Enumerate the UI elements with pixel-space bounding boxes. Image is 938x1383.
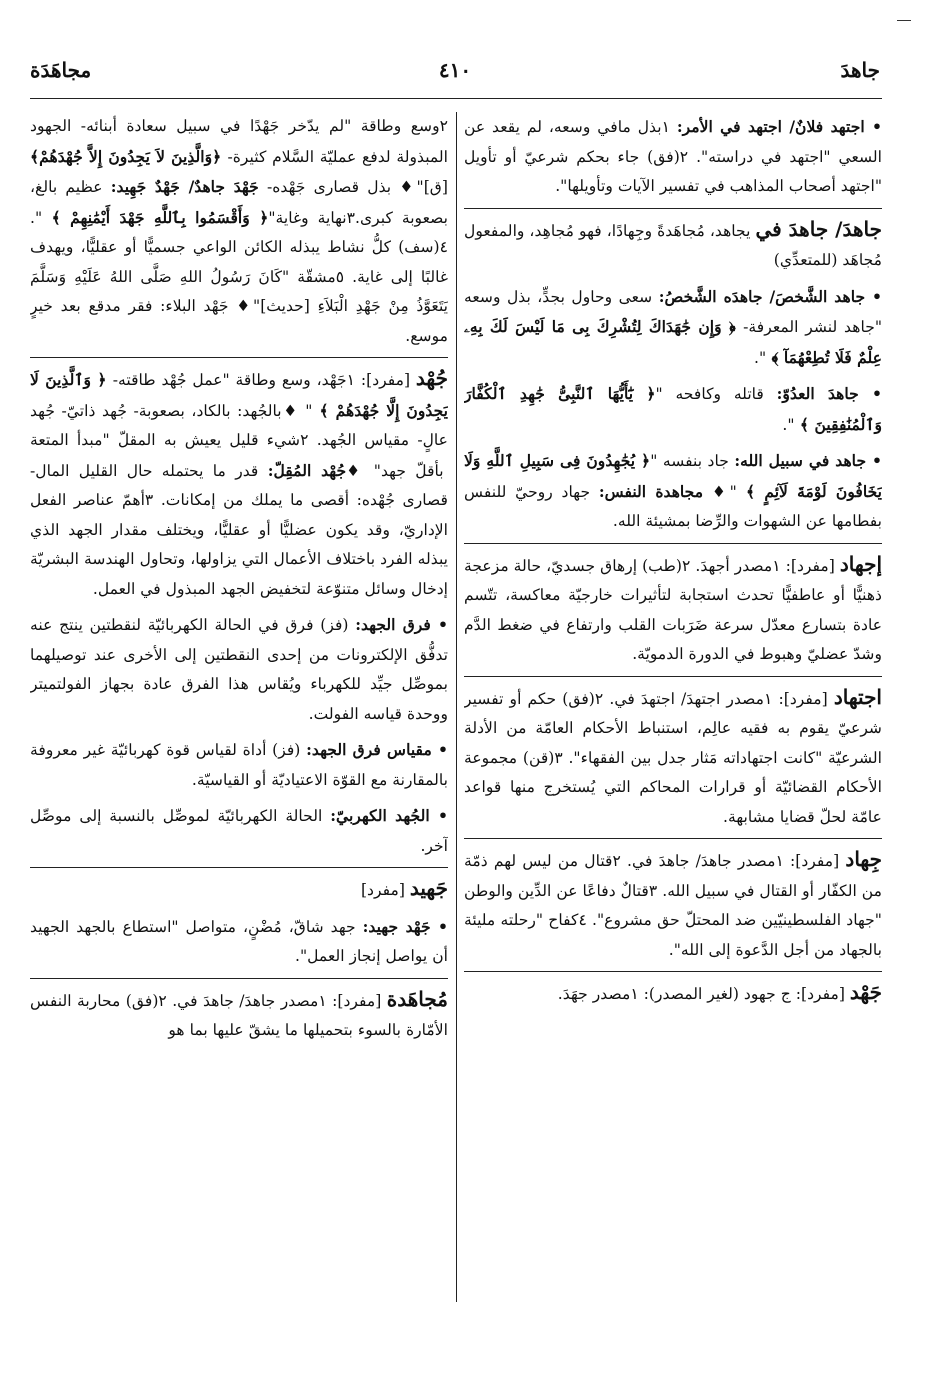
sub-entry: • الجُهد الكهربيّ: <box>330 806 448 825</box>
definition: [مفرد]: ج جهود (لغير المصدر): ١مصدر جهَدَ. <box>557 985 850 1003</box>
sub-entry: مجاهدة النفس: <box>598 481 704 501</box>
definition: ٢وسع وطاقة "لم يدّخر جَهْدًا في سبيل سعادة أبنائه- الجهود المبذولة لدفع عمليّة السَّلام كثيرة- <box>30 117 448 166</box>
entry-juhd-kahrabi <box>30 801 448 861</box>
definition: [مفرد]: ١مصدر اجتهدَ/ اجتهدَ في. ٢(فق) حكم أو تفسير شرعيّ يقوم به فقيه عالِم، استنباط الأحكام العامّة من الأدلة الشرعيّة "كانت اجتهاداته مَثار جدل بين الفقهاء". ٣(قن) مجموعة الأحكام القضائيّة أو قرارات المحاكم التي يُستخرج منها قواعد عامّة لحلّ قضايا مشابهة. <box>464 689 882 826</box>
definition: يجاهد، مُجاهَدةً وجِهادًا، فهو مُجاهِد، والمفعول مُجاهَد (للمتعدِّي) <box>464 221 882 269</box>
entry-jahada-shakhs <box>464 282 882 374</box>
right-column <box>464 112 882 1302</box>
sub-entry: • جَهْد جهيد: <box>362 916 448 936</box>
entry-jahid <box>30 874 448 906</box>
definition-mid: عظيم بالغ، بصعوبة كبرى.٣نهاية وغاية" <box>30 178 448 227</box>
headword: مُجاهَدة <box>386 986 448 1011</box>
header-left-word: مجاهَدَة <box>30 58 92 82</box>
definition-mid: " ♦بالجُهد: بالكاد، بصعوبة- جُهد ذاتيّ- جُهد عالٍ- مقياس الجُهد. ٢شيء قليل يعيش به المقلّ "مبدأ المتعة بأقلّ جهد" ♦ <box>30 401 448 480</box>
definition: [مفرد]: ١مصدر جاهدَ/ جاهدَ في. ٢قتال من ليس لهم ذمّة من الكفّار أو القتال في سبيل الله. ٣قتالٌ دفاعًا عن الدِّين والوطن "جهاد الفلسطينيّين ضد المحتلّ حق مشروع". ٤كفاح "رحلته مليئة بالجهاد من أجل الدَّعوة إلى الله". <box>464 852 882 959</box>
page-header <box>30 58 880 92</box>
entry-ijtihad <box>464 683 882 833</box>
entry-separator <box>30 357 448 358</box>
entry-mujahada <box>30 985 448 1046</box>
entry-separator <box>30 978 448 979</box>
definition: الحالة الكهربائيّة لموصِّل بالنسبة إلى موصِّل آخر. <box>30 807 448 855</box>
headword: جَهْد <box>849 980 882 1004</box>
definition-end: جهاد روحيّ للنفس بفطامها عن الشهوات والرِّضا بمشيئة الله. <box>464 482 882 530</box>
sub-entry: • مقياس فرق الجهد: <box>306 740 448 759</box>
entry-separator <box>30 867 448 868</box>
definition-end: ". ٤(سف) كلُّ نشاط يبذله الكائن الواعي جسميًّا أو عقليًّا، ويهدف غالبًا إلى غاية. ٥مشقّة "كَانَ رَسُولُ اللهِ صَلَّى اللهُ عَلَيْهِ وَسَلَّمَ يَتَعَوَّذُ مِنْ جَهْدِ الْبَلاَءِ [حديث]"♦ جَهْد البلاء: فقر مدقع بعد خيرٍ موسع. <box>30 208 448 345</box>
column-divider <box>456 112 457 1302</box>
headword: جَهيد <box>409 876 448 900</box>
definition: [مفرد]: ١مصدر جاهدَ/ جاهدَ في. ٢(فق) محاربة النفس الأمّارة بالسوء بتحميلها ما يشقّ عليها بما هو <box>30 991 448 1039</box>
left-column <box>30 112 448 1302</box>
sub-entry: • جاهدَ العدُوّ: <box>776 384 882 403</box>
entry-farq-aljuhd <box>30 610 448 729</box>
quran-verse: ﴿ وَٱلَّذِينَ لَا يَجِدُونَ إِلَّا جُهْدَهُمْ ﴾ <box>30 370 448 420</box>
entry-separator <box>464 543 882 544</box>
headword: جِهاد <box>845 847 882 871</box>
margin-tick <box>897 20 911 21</box>
entry-ijhad <box>464 550 882 670</box>
entry-separator <box>464 676 882 677</box>
sub-entry: • فرق الجهد: <box>355 615 448 634</box>
definition-mid: [ق]"♦ بذل قصارى جَهْده- <box>258 178 448 196</box>
header-right-word: جاهدَ <box>840 58 880 82</box>
definition-end: ". <box>754 348 767 367</box>
definition: (فز) أداة لقياس قوة كهربائيّة غير معروفة بالمقارنة مع القوّة الاعتياديّة أو القياسيّة. <box>30 741 448 789</box>
entry-juhd <box>30 364 448 604</box>
definition: جهد شاقّ، مُضْنٍ، متواصل "استطاع بالجهد الجهيد أن يواصل إنجاز العمل". <box>30 917 448 965</box>
entry-jahd-jahid <box>30 912 448 972</box>
entry-jahada <box>464 215 882 276</box>
definition: (فز) فرق في الحالة الكهربائيّة لنقطتين ينتج عنه تدفُّق الإلكترونات من إحدى النقطتين إلى الأخرى عند توصيلهما بموصِّل جيِّد للكهرباء ويُقاس هذا الفرق عادة بجهاز الفولتميتر ووحدة قياسه الفولت. <box>30 616 448 723</box>
quran-verse: ﴿ وَأَقْسَمُوا بِٱللَّهِ جَهْدَ أَيْمَٰنِهِمْ ﴾ <box>42 207 269 227</box>
definition-end: قدر ما يحتمله حال القليل المال- قصارى جُهْده: أقصى ما يملك من إمكانات. ٣أهمّ عناصر الفعل الإداريّ، وقد يكون عضليًّا أو عقليًّا، ويختلف مقدار الجهد الذي يبذله الفرد باختلاف الأعمال التي يزاولها، وتحاول الهندسة البشريّة إدخال وسائل متنوّعة لتخفيض الجهد المبذول في العمل. <box>30 461 448 598</box>
headword: اجتهاد <box>833 684 882 709</box>
entry-jahada-aduw <box>464 379 882 440</box>
entry-ijtahada-fulan <box>464 112 882 202</box>
quran-verse: ﴿وَالَّذِينَ لاَ يَجِدُونَ إِلاَّ جُهْدَهُمْ﴾ <box>30 146 228 166</box>
headword: إجهاد <box>839 551 882 576</box>
entry-separator <box>464 838 882 839</box>
entry-jahd <box>464 978 882 1010</box>
definition: ١بذل مافي وسعه، لم يقعد عن السعي "اجتهد في دراسته". ٢(فق) جاء بحكم شرعيّ أو تأويل "اجتهد أصحاب المذاهب في تفسير الآيات وتأويلها". <box>464 118 882 195</box>
headword: جُهْد <box>415 366 448 390</box>
entry-miqyas-farq <box>30 735 448 795</box>
sub-entry: • جاهد الشَّخصَ/ جاهدَه الشَّخصُ: <box>658 286 882 306</box>
entry-jihad <box>464 845 882 965</box>
definition: [مفرد] <box>360 881 410 899</box>
quran-verse: ﴿ يُجَٰهِدُونَ فِى سَبِيلِ ٱللَّهِ وَلَا يَخَافُونَ لَوْمَةَ لَآئِمٍ ﴾ <box>464 451 882 501</box>
entry-separator <box>464 971 882 972</box>
definition: [مفرد]: ١مصدر أجهدَ. ٢(طب) إرهاق جسديّ، حالة مزعجة ذهنيًّا أو عاطفيًّا تحدث استجابة لتأثيرات خارجيّة معاكسة، تتّسم عادة بتسارع معدّل سرعة ضَرَبات القلب وارتفاع في ضغط الدَّم وشدّ عضليّ وهبوط في الدورة الدمويّة. <box>464 556 882 663</box>
headword: جاهدَ/ جاهدَ في <box>755 216 882 241</box>
entry-separator <box>464 208 882 209</box>
definition-end: ". <box>782 415 795 434</box>
entry-jahd-continued <box>30 112 448 351</box>
sub-entry: • جاهد في سبيل الله: <box>734 451 882 470</box>
definition: سعى وحاول بجدٍّ، بذل وسعه "جاهد لنشر المعرفة- <box>464 287 882 336</box>
sub-entry: • اجتهد فلانٌ/ اجتهد في الأمر: <box>676 117 882 136</box>
definition-mid: "♦ <box>703 482 737 501</box>
sub-entry: جَهْدَ جاهدٌ/ جَهْدٌ جَهِيد: <box>110 177 259 196</box>
quran-verse: ﴿ وَإِن جَٰهَدَاكَ لِتُشْرِكَ بِى مَا لَيْسَ لَكَ بِهِۦ عِلْمٌ فَلَا تُطِعْهُمَآ ﴾ <box>464 317 882 367</box>
header-rule <box>30 98 882 99</box>
sub-entry: جُهْد المُقِلّ: <box>267 460 347 480</box>
quran-verse: ﴿ يَٰٓأَيُّهَا ٱلنَّبِىُّ جَٰهِدِ ٱلْكُفَّارَ وَٱلْمُنَٰفِقِينَ ﴾ <box>464 384 882 434</box>
definition: قاتله وكافحه " <box>655 385 777 403</box>
definition: [مفرد]: ١جَهْد، وسع وطاقة "عمل جُهْد طاقته- <box>112 371 416 389</box>
definition: جاد بنفسه " <box>650 452 735 470</box>
page-number: ٤١٠ <box>438 58 472 82</box>
entry-jahada-sabil <box>464 446 882 537</box>
